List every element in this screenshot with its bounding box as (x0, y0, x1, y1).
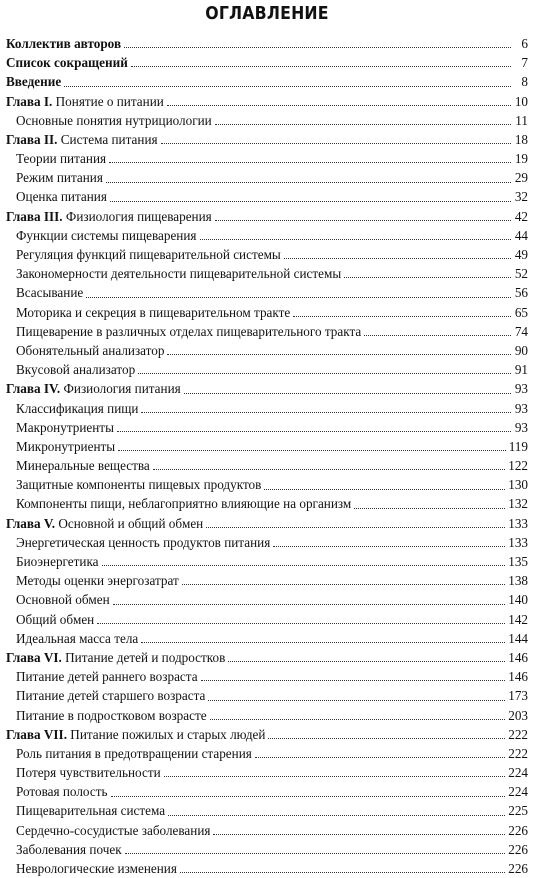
dot-leader (364, 335, 511, 336)
table-of-contents (6, 34, 528, 878)
dot-leader (167, 354, 511, 355)
toc-entry-title (16, 322, 361, 341)
toc-entry-title (16, 149, 106, 168)
toc-entry-text: Пищеварение в различных отделах пищеварительного тракта (16, 323, 362, 339)
dot-leader (97, 623, 505, 624)
dot-leader (215, 220, 511, 221)
toc-entry-title (6, 34, 121, 53)
toc-page-number: 140 (508, 592, 528, 608)
toc-page-number: 56 (514, 285, 528, 301)
toc-chapter-number: Коллектив авторов (6, 35, 122, 51)
toc-section-entry[interactable] (6, 283, 528, 302)
toc-chapter-number: Глава III. (6, 208, 63, 224)
toc-entry-text: Оценка питания (16, 189, 107, 205)
toc-entry-title (16, 590, 110, 609)
toc-entry-text: Основные понятия нутрициологии (16, 112, 212, 128)
toc-page-number: 144 (508, 630, 528, 646)
toc-page-number: 224 (508, 765, 528, 781)
dot-leader (109, 162, 511, 163)
toc-section-entry[interactable] (6, 418, 528, 437)
toc-page-number: 93 (514, 400, 528, 416)
toc-section-entry[interactable] (6, 667, 528, 686)
toc-section-entry[interactable] (6, 859, 528, 878)
toc-entry-text: Физиология пищеварения (62, 208, 212, 224)
toc-chapter-number: Глава II. (6, 131, 58, 147)
toc-page-number: 122 (508, 458, 528, 474)
dot-leader (110, 201, 511, 202)
toc-entry-text: Понятие о питании (52, 93, 164, 109)
dot-leader (293, 316, 511, 317)
toc-entry-text: Биоэнергетика (16, 554, 99, 570)
toc-page-number: 119 (508, 438, 528, 454)
toc-section-entry[interactable] (6, 610, 528, 629)
dot-leader (113, 604, 506, 605)
toc-page-number: 222 (508, 745, 528, 761)
dot-leader (138, 373, 511, 374)
toc-chapter-number: Список сокращений (6, 55, 128, 71)
toc-page-number: 142 (508, 611, 528, 627)
toc-entry-text: Питание детей и подростков (61, 649, 226, 665)
toc-page-number: 65 (514, 304, 528, 320)
toc-section-entry[interactable] (6, 821, 528, 840)
toc-page-number: 32 (514, 189, 528, 205)
toc-chapter-entry[interactable] (6, 92, 528, 111)
toc-chapter-entry[interactable] (6, 725, 528, 744)
toc-section-entry[interactable] (6, 686, 528, 705)
toc-entry-text: Питание детей раннего возраста (16, 669, 198, 685)
dot-leader (131, 66, 511, 67)
dot-leader (118, 450, 506, 451)
toc-section-entry[interactable] (6, 840, 528, 859)
dot-leader (164, 776, 506, 777)
toc-section-entry[interactable] (6, 744, 528, 763)
toc-section-entry[interactable] (6, 571, 528, 590)
toc-page-number: 133 (508, 534, 528, 550)
toc-section-entry[interactable] (6, 495, 528, 514)
toc-section-entry[interactable] (6, 303, 528, 322)
toc-entry-title (16, 782, 108, 801)
dot-leader (206, 527, 505, 528)
toc-entry-title (16, 456, 150, 475)
toc-section-entry[interactable] (6, 706, 528, 725)
toc-page-number: 133 (508, 515, 528, 531)
toc-entry-title (16, 475, 261, 494)
dot-leader (117, 431, 511, 432)
toc-entry-text: Физиология питания (60, 381, 181, 397)
dot-leader (167, 105, 511, 106)
toc-entry-title (6, 514, 203, 533)
dot-leader (268, 738, 505, 739)
toc-entry-text: Классификация пищи (16, 400, 139, 416)
toc-section-entry[interactable] (6, 437, 528, 456)
toc-entry-text: Общий обмен (16, 611, 95, 627)
toc-page-number: 90 (514, 342, 528, 358)
toc-section-entry[interactable] (6, 475, 528, 494)
toc-page-number: 11 (515, 112, 528, 128)
toc-entry-title (16, 667, 198, 686)
dot-leader (354, 508, 505, 509)
toc-section-entry[interactable] (6, 111, 528, 130)
dot-leader (180, 872, 505, 873)
toc-entry-text: Неврологические изменения (16, 861, 177, 877)
toc-entry-text: Функции системы пищеварения (16, 227, 197, 243)
toc-entry-title (6, 53, 128, 72)
toc-page-number: 130 (508, 477, 528, 493)
toc-chapter-entry[interactable] (6, 207, 528, 226)
toc-page-number: 93 (514, 419, 528, 435)
toc-chapter-entry[interactable] (6, 53, 528, 72)
toc-section-entry[interactable] (6, 322, 528, 341)
toc-entry-title (16, 571, 179, 590)
toc-entry-title (16, 245, 281, 264)
toc-page-number: 7 (521, 55, 528, 71)
toc-entry-title (16, 801, 165, 820)
dot-leader (208, 700, 505, 701)
dot-leader (201, 680, 506, 681)
toc-entry-text: Режим питания (16, 170, 103, 186)
toc-entry-text: Обонятельный анализатор (16, 342, 165, 358)
toc-section-entry[interactable] (6, 399, 528, 418)
toc-page-number: 18 (514, 131, 528, 147)
toc-section-entry[interactable] (6, 341, 528, 360)
toc-entry-text: Закономерности деятельности пищеварительной системы (16, 266, 342, 282)
dot-leader (141, 642, 505, 643)
toc-entry-title (16, 168, 103, 187)
toc-section-entry[interactable] (6, 533, 528, 552)
toc-entry-text: Питание детей старшего возраста (16, 688, 206, 704)
toc-page-number: 52 (514, 266, 528, 282)
toc-chapter-number: Глава VII. (6, 726, 67, 742)
toc-entry-title (16, 283, 83, 302)
toc-chapter-number: Глава V. (6, 515, 56, 531)
toc-chapter-entry[interactable] (6, 648, 528, 667)
dot-leader (200, 239, 512, 240)
dot-leader (141, 412, 511, 413)
toc-page-number: 135 (508, 554, 528, 570)
toc-entry-text: Сердечно-сосудистые заболевания (16, 822, 211, 838)
toc-entry-text: Компоненты пищи, неблагоприятно влияющие на организм (16, 496, 352, 512)
dot-leader (125, 853, 506, 854)
toc-entry-text: Защитные компоненты пищевых продуктов (16, 477, 262, 493)
toc-page-number: 138 (508, 573, 528, 589)
toc-entry-text: Теории питания (16, 151, 107, 167)
dot-leader (168, 815, 505, 816)
toc-entry-title (16, 840, 122, 859)
toc-entry-title (16, 341, 164, 360)
dot-leader (228, 661, 505, 662)
toc-page-number: 91 (514, 362, 528, 378)
toc-entry-text: Заболевания почек (16, 841, 122, 857)
toc-entry-text: Основной и общий обмен (55, 515, 204, 531)
toc-entry-title (6, 92, 164, 111)
toc-chapter-number: Глава VI. (6, 649, 62, 665)
toc-entry-text: Методы оценки энергозатрат (16, 573, 179, 589)
dot-leader (182, 584, 505, 585)
toc-entry-text: Регуляция функций пищеварительной системы (16, 247, 281, 263)
toc-entry-text: Макронутриенты (16, 419, 114, 435)
toc-section-entry[interactable] (6, 629, 528, 648)
toc-page-number: 203 (508, 707, 528, 723)
toc-entry-text: Всасывание (16, 285, 84, 301)
toc-entry-text: Питание в подростковом возрасте (16, 707, 207, 723)
toc-chapter-entry[interactable] (6, 72, 528, 91)
dot-leader (344, 277, 511, 278)
toc-entry-text: Моторика и секреция в пищеварительном тракте (16, 304, 291, 320)
toc-page-number: 226 (508, 841, 528, 857)
page-title: ОГЛАВЛЕНИЕ (205, 4, 329, 24)
dot-leader (86, 297, 511, 298)
toc-entry-title (16, 821, 210, 840)
toc-entry-title (16, 744, 252, 763)
dot-leader (284, 258, 511, 259)
toc-section-entry[interactable] (6, 245, 528, 264)
toc-entry-text: Минеральные вещества (16, 458, 150, 474)
toc-page-number: 226 (508, 822, 528, 838)
toc-entry-text: Вкусовой анализатор (16, 362, 136, 378)
toc-page-number: 10 (514, 93, 528, 109)
toc-entry-title (16, 226, 197, 245)
toc-entry-title (6, 379, 181, 398)
toc-entry-text: Потеря чувствительности (16, 765, 161, 781)
toc-section-entry[interactable] (6, 226, 528, 245)
toc-entry-text: Система питания (57, 131, 158, 147)
toc-chapter-number: Глава IV. (6, 381, 61, 397)
toc-page-number: 74 (514, 323, 528, 339)
dot-leader (273, 546, 505, 547)
toc-entry-title (16, 187, 107, 206)
dot-leader (106, 182, 511, 183)
toc-entry-title (16, 552, 99, 571)
toc-entry-title (6, 648, 225, 667)
toc-section-entry[interactable] (6, 456, 528, 475)
toc-entry-text: Основной обмен (16, 592, 110, 608)
toc-entry-text: Роль питания в предотвращении старения (16, 745, 252, 761)
toc-entry-title (16, 763, 161, 782)
toc-page-number: 225 (508, 803, 528, 819)
toc-entry-title (16, 418, 114, 437)
dot-leader (124, 47, 511, 48)
toc-page-number: 19 (514, 151, 528, 167)
toc-page-number: 44 (514, 227, 528, 243)
toc-section-entry[interactable] (6, 360, 528, 379)
toc-chapter-entry[interactable] (6, 130, 528, 149)
toc-page-number: 224 (508, 784, 528, 800)
toc-section-entry[interactable] (6, 149, 528, 168)
toc-section-entry[interactable] (6, 802, 528, 821)
toc-chapter-entry[interactable] (6, 514, 528, 533)
toc-page-number: 226 (508, 861, 528, 877)
toc-section-entry[interactable] (6, 552, 528, 571)
toc-entry-title (16, 494, 351, 513)
toc-page-number: 29 (514, 170, 528, 186)
toc-entry-text: Идеальная масса тела (16, 630, 139, 646)
toc-section-entry[interactable] (6, 168, 528, 187)
toc-entry-title (16, 360, 135, 379)
toc-entry-text: Энергетическая ценность продуктов питания (16, 534, 271, 550)
dot-leader (102, 565, 506, 566)
toc-entry-text: Микронутриенты (16, 438, 116, 454)
toc-page-number: 146 (508, 649, 528, 665)
toc-entry-title (6, 725, 265, 744)
toc-chapter-number: Глава I. (6, 93, 53, 109)
toc-entry-title (16, 706, 207, 725)
dot-leader (184, 393, 511, 394)
toc-entry-title (16, 610, 94, 629)
toc-page-number: 93 (514, 381, 528, 397)
toc-section-entry[interactable] (6, 763, 528, 782)
toc-entry-text: Питание пожилых и старых людей (67, 726, 266, 742)
dot-leader (153, 469, 505, 470)
dot-leader (161, 143, 511, 144)
toc-entry-title (6, 72, 61, 91)
toc-section-entry[interactable] (6, 188, 528, 207)
toc-entry-title (16, 686, 205, 705)
toc-entry-title (16, 629, 138, 648)
dot-leader (264, 489, 505, 490)
toc-chapter-entry[interactable] (6, 34, 528, 53)
toc-section-entry[interactable] (6, 590, 528, 609)
toc-section-entry[interactable] (6, 264, 528, 283)
toc-page-number: 8 (521, 74, 528, 90)
toc-page-number: 222 (508, 726, 528, 742)
toc-entry-text: Пищеварительная система (16, 803, 166, 819)
toc-chapter-number: Введение (6, 74, 62, 90)
toc-page-number: 6 (521, 35, 528, 51)
dot-leader (255, 757, 505, 758)
toc-page-number: 132 (508, 496, 528, 512)
toc-entry-title (16, 533, 270, 552)
toc-entry-title (16, 399, 138, 418)
toc-chapter-entry[interactable] (6, 379, 528, 398)
toc-entry-text: Ротовая полость (16, 784, 108, 800)
toc-entry-title (6, 207, 212, 226)
toc-entry-title (16, 111, 212, 130)
toc-entry-title (16, 264, 341, 283)
dot-leader (64, 86, 511, 87)
dot-leader (111, 796, 506, 797)
toc-page-number: 173 (508, 688, 528, 704)
dot-leader (213, 834, 505, 835)
toc-section-entry[interactable] (6, 782, 528, 801)
toc-page-number: 42 (514, 208, 528, 224)
toc-entry-title (6, 130, 158, 149)
toc-entry-title (16, 437, 115, 456)
dot-leader (215, 124, 511, 125)
toc-entry-title (16, 859, 177, 878)
toc-page-number: 146 (508, 669, 528, 685)
toc-entry-title (16, 303, 290, 322)
toc-page-number: 49 (514, 247, 528, 263)
dot-leader (210, 719, 506, 720)
